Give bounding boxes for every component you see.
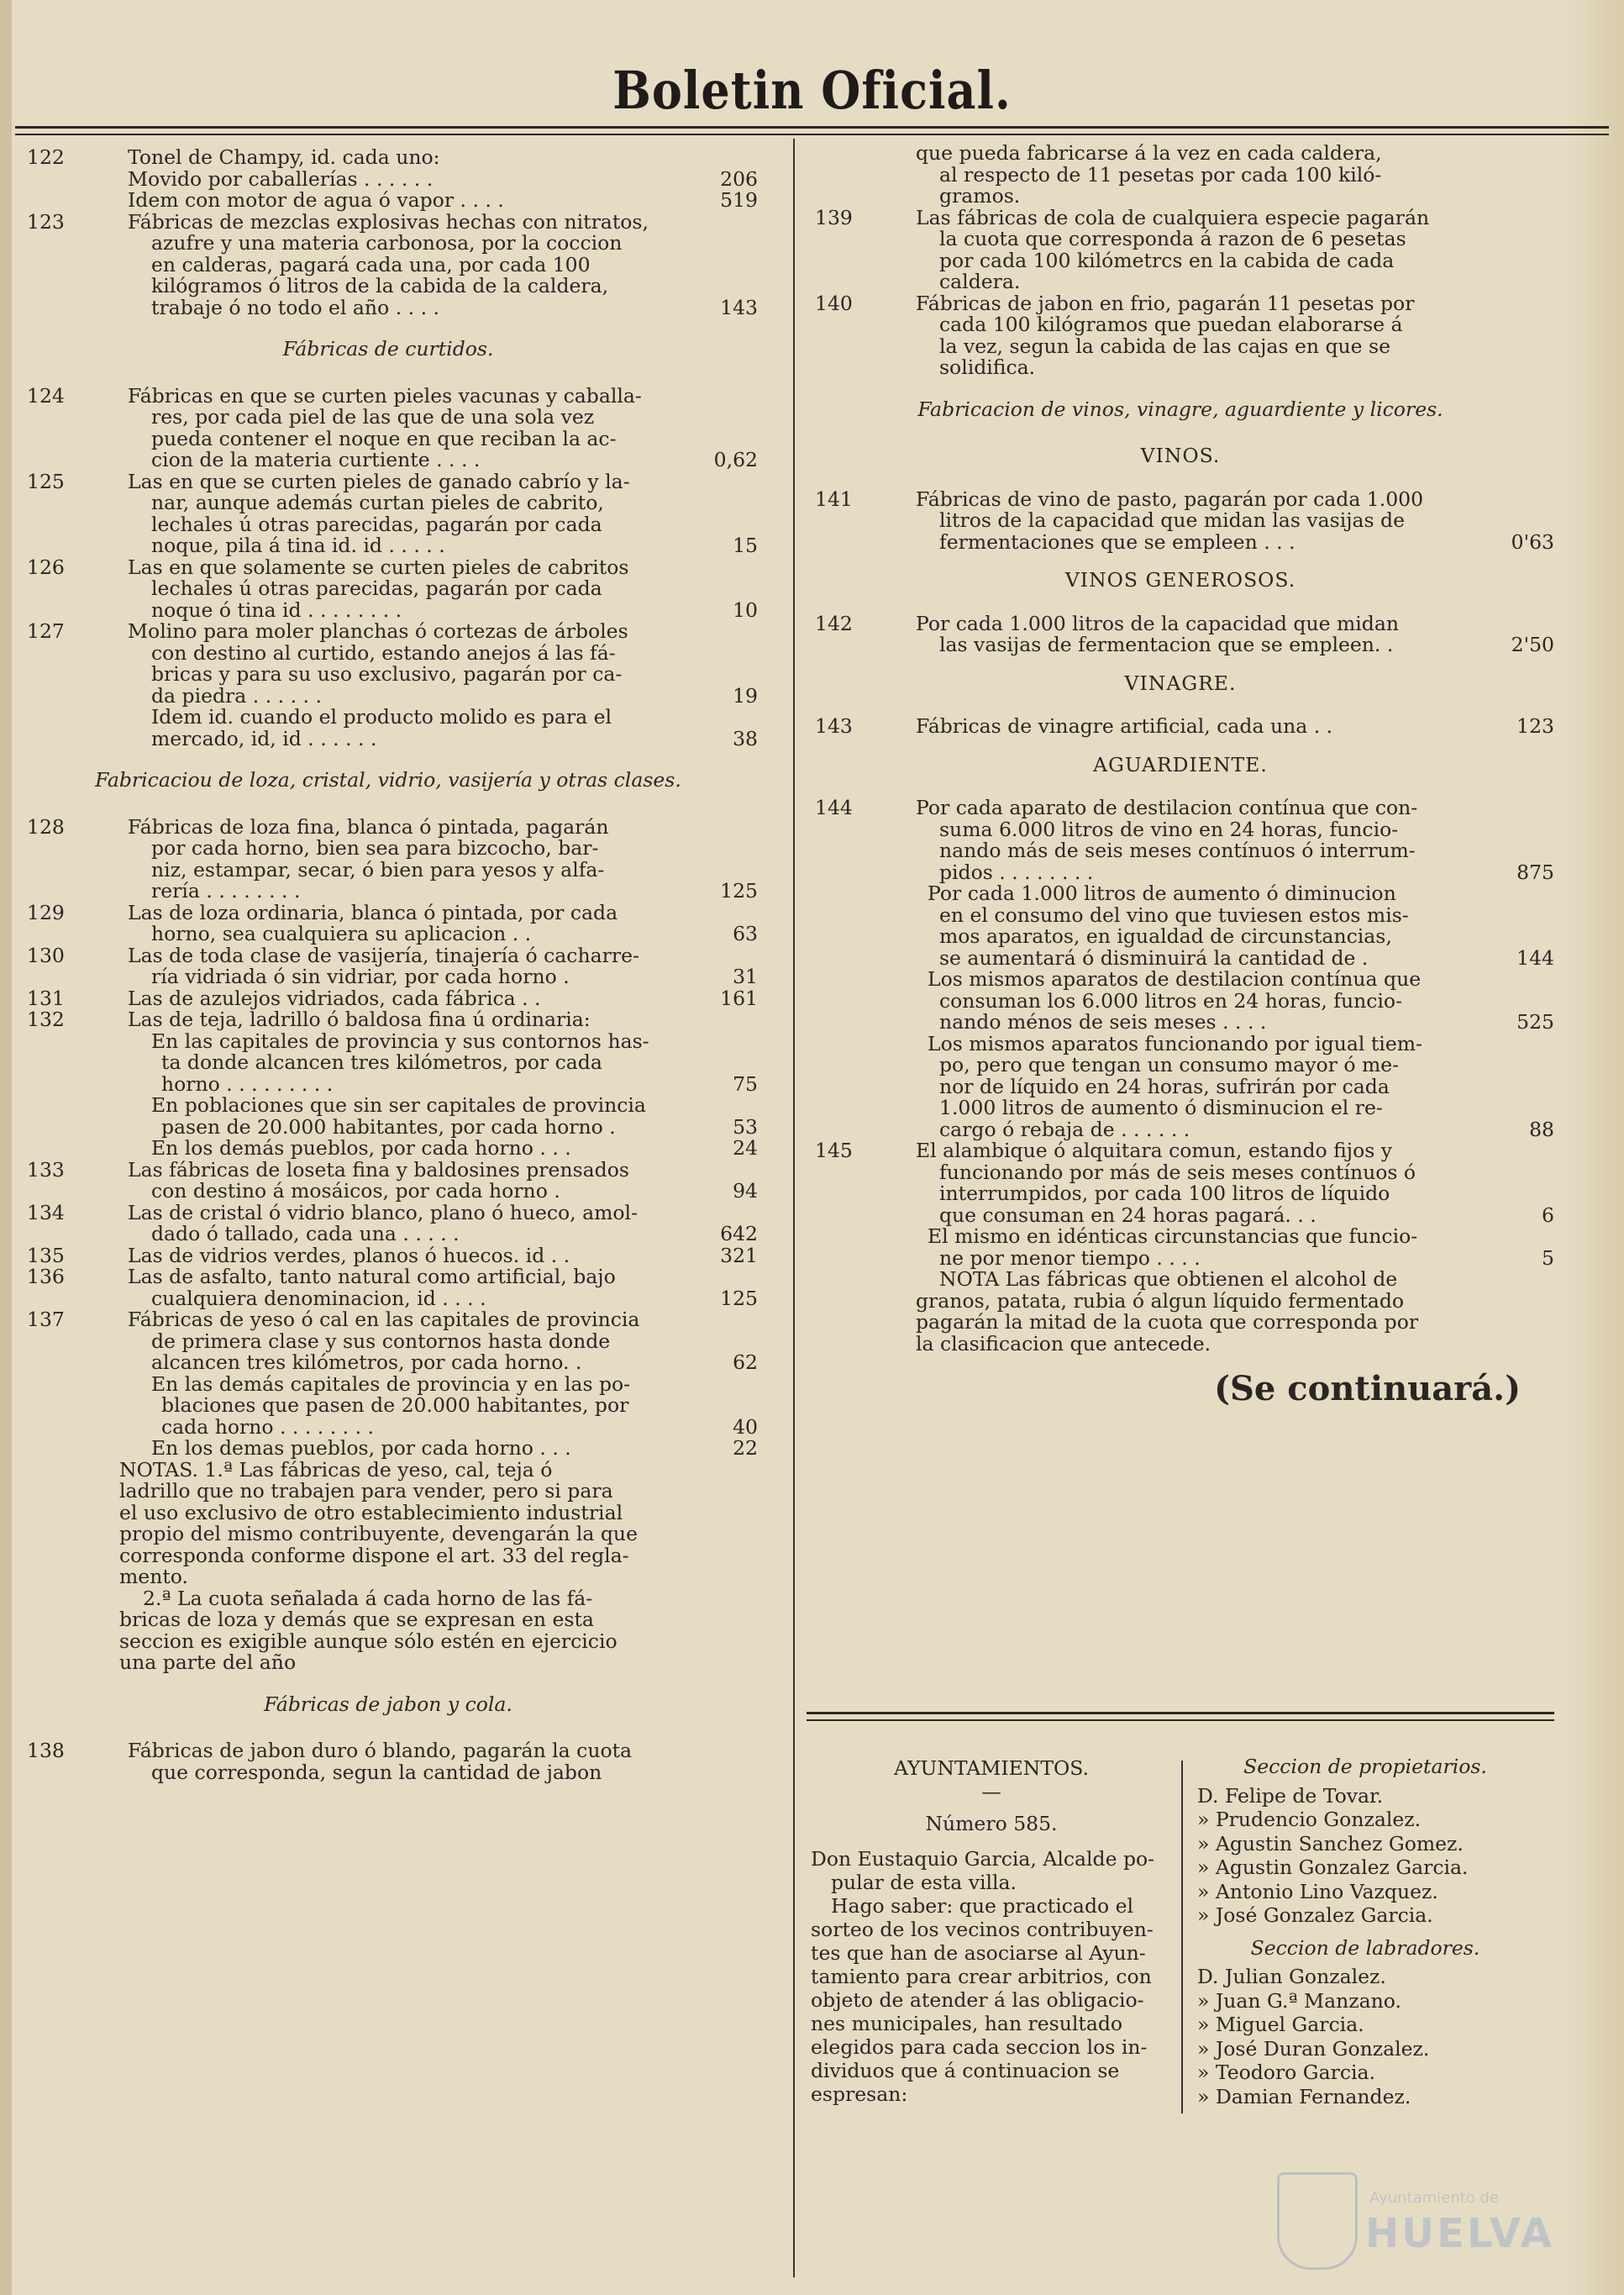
watermark-line2: HUELVA (1365, 2210, 1554, 2257)
entry-line: En los demás pueblos, por cada horno (151, 1136, 533, 1160)
entry-amount: 22 (733, 1436, 758, 1460)
notice-line: pular de esta villa. (831, 1871, 1017, 1894)
masthead-title: Boletin Oficial. (612, 59, 1012, 121)
entry-amount: 19 (733, 683, 758, 708)
member-name: D. Felipe de Tovar. (1197, 1783, 1384, 1808)
entry-line: En poblaciones que sin ser capitales de provincia (151, 1093, 646, 1117)
entry-line: Por cada aparato de destilacion contínua que con- (916, 796, 1418, 819)
entry-line: nando más de seis meses contínuos ó interrum- (939, 839, 1416, 862)
notice-line: nes municipales, han resultado (811, 2012, 1123, 2035)
notice-line: Don Eustaquio Garcia, Alcalde po- (811, 1847, 1155, 1871)
entry-line: ría vidriada ó sin vidriar, por cada horno (151, 965, 557, 988)
entry-line: po, pero que tengan un consumo mayor ó me- (939, 1053, 1400, 1076)
notice-number: Número 585. (925, 1812, 1058, 1835)
entry-line: NOTA Las fábricas que obtienen el alcohol de (939, 1267, 1398, 1291)
entry-amount: 75 (733, 1071, 758, 1096)
entry-amount: 63 (733, 922, 758, 945)
tariff-entry-143: 143 Fábricas de vinagre artificial, cada una . . 123 (807, 716, 1554, 738)
entry-line: suma 6.000 litros de vino en 24 horas, funcio- (939, 817, 1399, 841)
entry-number: 125 (27, 469, 65, 493)
member-name: » Juan G.ª Manzano. (1197, 1988, 1401, 2013)
entry-line: Fábricas de mezclas explosivas hechas con nitratos, (128, 209, 649, 234)
ayuntamientos-notice (811, 1756, 1172, 2106)
entry-line: niz, estampar, secar, ó bien para yesos y alfa- (151, 857, 605, 882)
notice-line: objeto de atender á las obligacio- (811, 1988, 1144, 2012)
entry-number: 141 (815, 487, 853, 511)
entry-line: trabaje ó no todo el año (151, 295, 390, 319)
section-heading-jabon: Fábricas de jabon y cola. (264, 1692, 512, 1716)
entry-line: Fábricas de jabon en frio, pagarán 11 pesetas por (916, 291, 1415, 315)
entry-number: 143 (815, 714, 853, 738)
entry-line: El mismo en idénticas circunstancias que funcio- (928, 1224, 1418, 1248)
entry-line: En las demás capitales de provincia y en las po- (151, 1371, 631, 1396)
section-heading-vinos: Fabricacion de vinos, vinagre, aguardiente y licores. (917, 397, 1443, 421)
entry-line: Las fábricas de cola de cualquiera especie pagarán (916, 205, 1430, 229)
tariff-entry-125: 125 Las en que se curten pieles de ganado cabrío y la- nar, aunque además curtan pieles de cabrito, lechales ú otras parecidas, pagarán por cada noque, pila á tina id. id . . . . . 15 (18, 471, 758, 557)
member-name: D. Julian Gonzalez. (1197, 1965, 1386, 1988)
note-line: ladrillo que no trabajen para vender, pero si para (119, 1479, 613, 1503)
entry-line: que consuman en 24 horas pagará. (939, 1203, 1291, 1227)
entry-line: blaciones que pasen de 20.000 habitantes, por (161, 1393, 629, 1417)
entry-amount: 6 (1542, 1203, 1554, 1227)
entry-amount: 875 (1516, 860, 1554, 884)
entry-line: dado ó tallado, cada una (151, 1222, 397, 1245)
entry-number: 137 (27, 1308, 65, 1331)
entry-line: lechales ú otras parecidas, pagarán por cada (151, 576, 602, 600)
entry-number: 145 (815, 1139, 853, 1162)
entry-line: Por cada 1.000 litros de aumento ó diminucion (928, 882, 1396, 905)
tariff-entry-124: 124 Fábricas en que se curten pieles vacunas y caballa- res, por cada piel de las que de una sola vez pueda contener el noque en que reciban la ac- cion de la materia curtiente . . . . 0,62 (18, 386, 758, 471)
entry-number: 133 (27, 1157, 65, 1182)
entry-line: Las de asfalto, tanto natural como artificial, bajo (128, 1265, 616, 1288)
left-column (18, 147, 758, 1783)
tariff-entry-134: 134 Las de cristal ó vidrio blanco, plano ó hueco, amol- dado ó tallado, cada una . . . . . 642 (18, 1203, 758, 1245)
entry-line: rería (151, 879, 200, 903)
entry-amount: 31 (733, 965, 758, 988)
tariff-entry-141: 141 Fábricas de vino de pasto, pagarán por cada 1.000 litros de la capacidad que midan las vasijas de fermentaciones que se empleen . . . 0'63 (807, 489, 1554, 554)
entry-amount: 38 (733, 726, 758, 750)
entry-amount: 10 (733, 597, 758, 622)
entry-line: pidos (939, 860, 993, 884)
notice-line: sorteo de los vecinos contribuyen- (811, 1918, 1154, 1941)
column-divider (793, 139, 795, 2277)
entry-amount: 144 (1516, 945, 1554, 970)
entry-line: en calderas, pagará cada una, por cada 100 (151, 252, 591, 276)
title-dash: — (981, 1780, 1001, 1803)
ayuntamientos-title: AYUNTAMIENTOS. (894, 1756, 1089, 1780)
entry-line: da piedra (151, 683, 247, 708)
entry-amount: 642 (720, 1222, 758, 1245)
entry-line: nor de líquido en 24 horas, sufrirán por cada (939, 1074, 1390, 1098)
entry-line: las vasijas de fermentacion que se empleen. (939, 633, 1381, 656)
entry-line: Las de loza ordinaria, blanca ó pintada, por cada (128, 900, 618, 924)
entry-line: En las capitales de provincia y sus contornos has- (151, 1029, 649, 1053)
section-title-propietarios: Seccion de propietarios. (1243, 1755, 1487, 1778)
entry-line: caldera. (939, 270, 1021, 293)
tariff-entry-136: 136 Las de asfalto, tanto natural como artificial, bajo cualquiera denominacion, id . . . . 125 (18, 1266, 758, 1309)
entry-line: Las en que se curten pieles de ganado cabrío y la- (128, 469, 630, 493)
member-name: » Teodoro Garcia. (1197, 2061, 1375, 2084)
note-line: seccion es exigible aunque sólo estén en ejercicio (119, 1629, 618, 1653)
entry-line: horno (161, 1071, 220, 1096)
entry-line: kilógramos ó litros de la cabida de la caldera, (151, 274, 609, 297)
entry-line: se aumentará ó disminuirá la cantidad de (939, 945, 1356, 970)
note-line: mento. (119, 1565, 188, 1588)
entry-amount: 15 (733, 534, 758, 557)
entry-line: Idem id. cuando el producto molido es para el (151, 705, 612, 729)
entry-line: cada horno (161, 1414, 274, 1439)
tariff-entry-123: 123 Fábricas de mezclas explosivas hechas con nitratos, azufre y una materia carbonosa, por la coccion en calderas, pagará cada una, por cada 100 kilógramos ó litros de la cabida de la caldera, trabaje ó no todo el año . . . . 143 (18, 212, 758, 319)
entry-amount: 88 (1529, 1117, 1554, 1141)
entry-line: fermentaciones que se empleen (939, 529, 1258, 554)
entry-amount: 143 (720, 295, 758, 319)
entry-line: Las de cristal ó vidrio blanco, plano ó hueco, amol- (128, 1200, 639, 1224)
note-line: propio del mismo contribuyente, devengarán la que (119, 1522, 638, 1545)
entry-number: 132 (27, 1008, 65, 1031)
entry-amount: 62 (733, 1350, 758, 1374)
subheading-vinos: VINOS. (1140, 444, 1221, 467)
right-column (807, 141, 1554, 1408)
entry-line: funcionando por más de seis meses contínuos ó (939, 1160, 1416, 1184)
note-line: corresponda conforme dispone el art. 33 del regla- (119, 1543, 629, 1567)
note-line: NOTAS. 1.ª Las fábricas de yeso, cal, teja ó (119, 1457, 553, 1482)
entry-line: consuman los 6.000 litros en 24 horas, funcio- (939, 988, 1403, 1013)
notice-line: tes que han de asociarse al Ayun- (811, 1941, 1146, 1965)
entry-line: con destino á mosáicos, por cada horno (151, 1179, 548, 1203)
archive-watermark (1277, 2172, 1563, 2273)
entry-line: lechales ú otras parecidas, pagarán por cada (151, 512, 602, 536)
tariff-entry-126: 126 Las en que solamente se curten pieles de cabritos lechales ú otras parecidas, pagarán por cada noque ó tina id . . . . . . . . 10 (18, 557, 758, 622)
entry-line: pasen de 20.000 habitantes, por cada horno (161, 1114, 603, 1139)
entry-line: cion de la materia curtiente (151, 448, 430, 471)
entry-line: nando ménos de seis meses (939, 1010, 1217, 1034)
entry-line: Fábricas en que se curten pieles vacunas y caballa- (128, 383, 642, 408)
entry-line: la clasificacion que antecede. (916, 1331, 1211, 1355)
entry-line: azufre y una materia carbonosa, por la coccion (151, 231, 623, 255)
tariff-entry-138 (18, 1740, 758, 1783)
tariff-entry-133: 133 Las fábricas de loseta fina y baldosines prensados con destino á mosáicos, por cada horno . 94 (18, 1160, 758, 1203)
entry-line: alcancen tres kilómetros, por cada horno. (151, 1350, 570, 1374)
tariff-entry-131: 131 Las de azulejos vidriados, cada fábrica . . 161 (18, 988, 758, 1010)
entry-line: Las fábricas de loseta fina y baldosines prensados (128, 1157, 629, 1182)
entry-line: por cada 100 kilómetrcs en la cabida de cada (939, 248, 1395, 272)
member-name: » Damian Fernandez. (1197, 2084, 1411, 2108)
entry-line: Las de azulejos vidriados, cada fábrica (128, 986, 516, 1010)
entry-line: 1.000 litros de aumento ó disminucion el re- (939, 1096, 1383, 1119)
entry-line: pueda contener el noque en que reciban la ac- (151, 426, 617, 450)
entry-line: al respecto de 11 pesetas por cada 100 kiló- (939, 162, 1382, 187)
entry-line: Fábricas de vino de pasto, pagarán por cada 1.000 (916, 487, 1424, 511)
entry-number: 129 (27, 900, 65, 924)
entry-amount: 125 (720, 879, 758, 903)
entry-line: horno, sea cualquiera su aplicacion (151, 922, 507, 945)
entry-line: Idem con motor de agua ó vapor (128, 188, 455, 212)
entry-line: ta donde alcancen tres kilómetros, por cada (161, 1050, 602, 1074)
entry-line: litros de la capacidad que midan las vasijas de (939, 508, 1405, 532)
section-heading-curtidos: Fábricas de curtidos. (282, 337, 494, 361)
entry-line: gramos. (939, 184, 1021, 208)
entry-line: El alambique ó alquitara comun, estando fijos y (916, 1139, 1393, 1162)
notice-line: espresan: (811, 2082, 908, 2106)
entry-line: mos aparatos, en igualdad de circunstancias, (939, 924, 1392, 948)
entry-amount: 0'63 (1511, 529, 1554, 554)
note-line: una parte del año (119, 1650, 297, 1674)
note-line: bricas de loza y demás que se expresan en esta (119, 1608, 594, 1631)
entry-number: 139 (815, 205, 853, 229)
entry-number: 123 (27, 209, 65, 234)
entry-line: noque ó tina id (151, 597, 302, 622)
tariff-entry-142: 142 Por cada 1.000 litros de la capacidad que midan las vasijas de fermentacion que se empleen. . 2'50 (807, 613, 1554, 656)
entry-line: Los mismos aparatos de destilacion contínua que (928, 967, 1422, 991)
tariff-entry-145: 145 El alambique ó alquitara comun, estando fijos y funcionando por más de seis meses contínuos ó interrumpidos, por cada 100 litros de líquido que consuman en 24 horas pagará. . . 6 El mismo en idénticas circunstancias que funcio- ne por menor tiempo . . . . 5 NOTA Las fábricas que obtienen el alcohol de granos, patata, rubia ó algun líquido fermentado pagarán la mitad de la cuota que corresponda por la clasificacion que antecede. (807, 1140, 1554, 1355)
entry-line: en el consumo del vino que tuviesen estos mis- (939, 903, 1409, 927)
entry-number: 130 (27, 943, 65, 967)
tariff-entry-135: 135 Las de vidrios verdes, planos ó huecos. id . . 321 (18, 1245, 758, 1267)
notice-line: dividuos que á continuacion se (811, 2059, 1120, 2082)
entry-line: Movido por caballerías (128, 166, 358, 191)
watermark-line1: Ayuntamiento de (1369, 2189, 1499, 2207)
tariff-entry-130: 130 Las de toda clase de vasijería, tinajería ó cacharre- ría vidriada ó sin vidriar, por cada horno . 31 (18, 945, 758, 988)
entry-line: cualquiera denominacion, id (151, 1286, 436, 1310)
notes-block (18, 1457, 758, 1674)
entry-line: Las de toda clase de vasijería, tinajería ó cacharre- (128, 943, 639, 967)
notice-divider (1181, 1761, 1183, 2113)
tariff-entry-127: 127 Molino para moler planchas ó cortezas de árboles con destino al curtido, estando anejos á las fá- bricas y para su uso exclusivo, pagarán por ca- da piedra . . . . . . 19 Idem id. cuando el producto molido es para el mercado, id, id . . . . . . 38 (18, 621, 758, 750)
entry-amount: 5 (1542, 1245, 1554, 1270)
entry-line: Molino para moler planchas ó cortezas de árboles (128, 619, 628, 643)
elected-members (1197, 1755, 1533, 2108)
entry-amount: 321 (720, 1243, 758, 1267)
entry-line: de primera clase y sus contornos hasta donde (151, 1329, 611, 1353)
page-edge-right (1565, 0, 1624, 2295)
entry-line: noque, pila á tina id. id (151, 534, 382, 557)
entry-line: Las de vidrios verdes, planos ó huecos. id (128, 1243, 545, 1267)
entry-line: En los demas pueblos, por cada horno (151, 1436, 533, 1460)
entry-line: que pueda fabricarse á la vez en cada caldera, (916, 141, 1382, 165)
entry-amount: 2'50 (1511, 633, 1554, 656)
entry-number: 144 (815, 796, 853, 819)
entry-number: 134 (27, 1200, 65, 1224)
note-line: 2.ª La cuota señalada á cada horno de las fá- (143, 1586, 593, 1610)
entry-line: mercado, id, id (151, 726, 302, 750)
entry-line: bricas y para su uso exclusivo, pagarán por ca- (151, 662, 623, 686)
member-name: » José Gonzalez Garcia. (1197, 1903, 1433, 1927)
entry-line: la vez, segun la cabida de las cajas en que se (939, 334, 1391, 358)
member-name: » José Duran Gonzalez. (1197, 2036, 1430, 2061)
member-name: » Antonio Lino Vazquez. (1197, 1879, 1438, 1903)
entry-line: res, por cada piel de las que de una sola vez (151, 405, 595, 429)
entry-amount: 161 (720, 986, 758, 1010)
entry-number: 140 (815, 291, 853, 315)
section-title-labradores: Seccion de labradores. (1250, 1935, 1480, 1960)
entry-line: Las de teja, ladrillo ó baldosa fina ú ordinaria: (128, 1008, 591, 1031)
entry-amount: 40 (733, 1414, 758, 1439)
entry-number: 142 (815, 611, 853, 635)
member-name: » Agustin Gonzalez Garcia. (1197, 1855, 1469, 1879)
entry-amount: 125 (720, 1286, 758, 1310)
entry-line: Las en que solamente se curten pieles de cabritos (128, 555, 629, 579)
member-name: » Agustin Sanchez Gomez. (1197, 1831, 1464, 1855)
header-rule (15, 126, 1609, 135)
entry-amount: 94 (733, 1179, 758, 1203)
entry-number: 126 (27, 555, 65, 579)
entry-number: 138 (27, 1739, 65, 1762)
continued-notice: (Se continuará.) (1214, 1369, 1521, 1408)
tariff-entry-139 (807, 205, 1554, 293)
subheading-aguardiente: AGUARDIENTE. (1093, 752, 1268, 776)
subheading-vinagre: VINAGRE. (1124, 671, 1237, 695)
section-rule (807, 1712, 1554, 1721)
entry-number: 127 (27, 619, 65, 643)
entry-line: Fábricas de jabon duro ó blando, pagarán la cuota (128, 1739, 633, 1762)
member-name: » Prudencio Gonzalez. (1197, 1808, 1422, 1831)
entry-line: ne por menor tiempo (939, 1245, 1150, 1270)
entry-amount: 123 (1516, 714, 1554, 738)
entry-line: interrumpidos, por cada 100 litros de líquido (939, 1182, 1390, 1205)
note-line: el uso exclusivo de otro establecimiento industrial (119, 1500, 623, 1524)
entry-line: con destino al curtido, estando anejos á las fá- (151, 640, 616, 665)
page-edge-left (0, 0, 12, 2295)
entry-line: Fábricas de yeso ó cal en las capitales de provincia (128, 1308, 640, 1331)
entry-line: Fábricas de vinagre artificial, cada una (916, 714, 1308, 738)
entry-number: 131 (27, 986, 65, 1010)
entry-line: Los mismos aparatos funcionando por igual tiem- (928, 1031, 1422, 1055)
entry-amount: 0,62 (713, 448, 758, 471)
tariff-entry-140 (807, 293, 1554, 379)
entry-number: 135 (27, 1243, 65, 1267)
tariff-entry-144: 144 Por cada aparato de destilacion contínua que con- suma 6.000 litros de vino en 24 horas, funcio- nando más de seis meses contínuos ó interrum- pidos . . . . . . . . 875 Por cada 1.000 litros de aumento ó diminucion en el consumo del vino que tuviesen estos mis- mos aparatos, en igualdad de circunstancias, se aumentará ó disminuirá la cantidad de . 144 Los mismos aparatos de destilacion contínua que consuman los 6.000 litros en 24 horas, funcio- nando ménos de seis meses . . . . 525 Los mismos aparatos funcionando por igual tiem- po, pero que tengan un consumo mayor ó me- nor de líquido en 24 horas, sufrirán por cada 1.000 litros de aumento ó disminucion el re- cargo ó rebaja de . . . . . . 88 (807, 797, 1554, 1140)
entry-line: cargo ó rebaja de (939, 1117, 1115, 1141)
entry-amount: 519 (720, 188, 758, 212)
tariff-entry-122: 122 Tonel de Champy, id. cada uno: Movido por caballerías . . . . . . 206 Idem con motor de agua ó vapor . . . . 519 (18, 147, 758, 212)
section-heading-loza: Fabricaciou de loza, cristal, vidrio, vasijería y otras clases. (95, 768, 681, 792)
entry-number: 128 (27, 814, 65, 839)
entry-number: 122 (27, 145, 65, 169)
member-name: » Miguel Garcia. (1197, 2013, 1364, 2036)
entry-line: por cada horno, bien sea para bizcocho, bar- (151, 836, 599, 860)
crest-icon (1277, 2172, 1358, 2270)
entry-amount: 53 (733, 1114, 758, 1139)
entry-line: pagarán la mitad de la cuota que corresponda por (916, 1310, 1419, 1334)
notice-line: tamiento para crear arbitrios, con (811, 1965, 1152, 1988)
tariff-entry-128: 128 Fábricas de loza fina, blanca ó pintada, pagarán por cada horno, bien sea para bizcocho, bar- niz, estampar, secar, ó bien para yesos y alfa- rería . . . . . . . . 125 (18, 817, 758, 903)
tariff-entry-132: 132 Las de teja, ladrillo ó baldosa fina ú ordinaria: En las capitales de provincia y sus contornos has- ta donde alcancen tres kilómetros, por cada horno . . . . . . . . . 75 En poblaciones que sin ser capitales de provincia pasen de 20.000 habitantes, por cada horno . 53 En los demás pueblos, por cada horno . . . 24 (18, 1009, 758, 1160)
subheading-vinos-generosos: VINOS GENEROSOS. (1064, 568, 1296, 592)
entry-line: que corresponda, segun la cantidad de jabon (151, 1760, 602, 1784)
entry-line: nar, aunque además curtan pieles de cabrito, (151, 491, 604, 514)
entry-amount: 24 (733, 1136, 758, 1160)
entry-line: Tonel de Champy, id. cada uno: (128, 145, 440, 169)
tariff-entry-137: 137 Fábricas de yeso ó cal en las capitales de provincia de primera clase y sus contornos hasta donde alcancen tres kilómetros, por cada horno. . 62 En las demás capitales de provincia y en las po- blaciones que pasen de 20.000 habitantes, por cada horno . . . . . . . . 40 En los demas pueblos, por cada horno . . . 22 (18, 1309, 758, 1460)
entry-line: cada 100 kilógramos que puedan elaborarse á (939, 313, 1403, 336)
notice-line: elegidos para cada seccion los in- (811, 2035, 1148, 2059)
entry-line: granos, patata, rubia ó algun líquido fermentado (916, 1288, 1405, 1313)
tariff-entry-138-cont (807, 143, 1554, 208)
entry-number: 136 (27, 1265, 65, 1288)
entry-number: 124 (27, 383, 65, 408)
entry-line: Por cada 1.000 litros de la capacidad que midan (916, 611, 1399, 635)
tariff-entry-129: 129 Las de loza ordinaria, blanca ó pintada, por cada horno, sea cualquiera su aplicacion . . 63 (18, 903, 758, 945)
notice-line: Hago saber: que practicado el (831, 1894, 1134, 1918)
entry-amount: 206 (720, 166, 758, 191)
entry-line: la cuota que corresponda á razon de 6 pesetas (939, 227, 1406, 250)
entry-line: Fábricas de loza fina, blanca ó pintada, pagarán (128, 814, 609, 839)
entry-amount: 525 (1516, 1010, 1554, 1034)
entry-line: solidifica. (939, 355, 1036, 379)
